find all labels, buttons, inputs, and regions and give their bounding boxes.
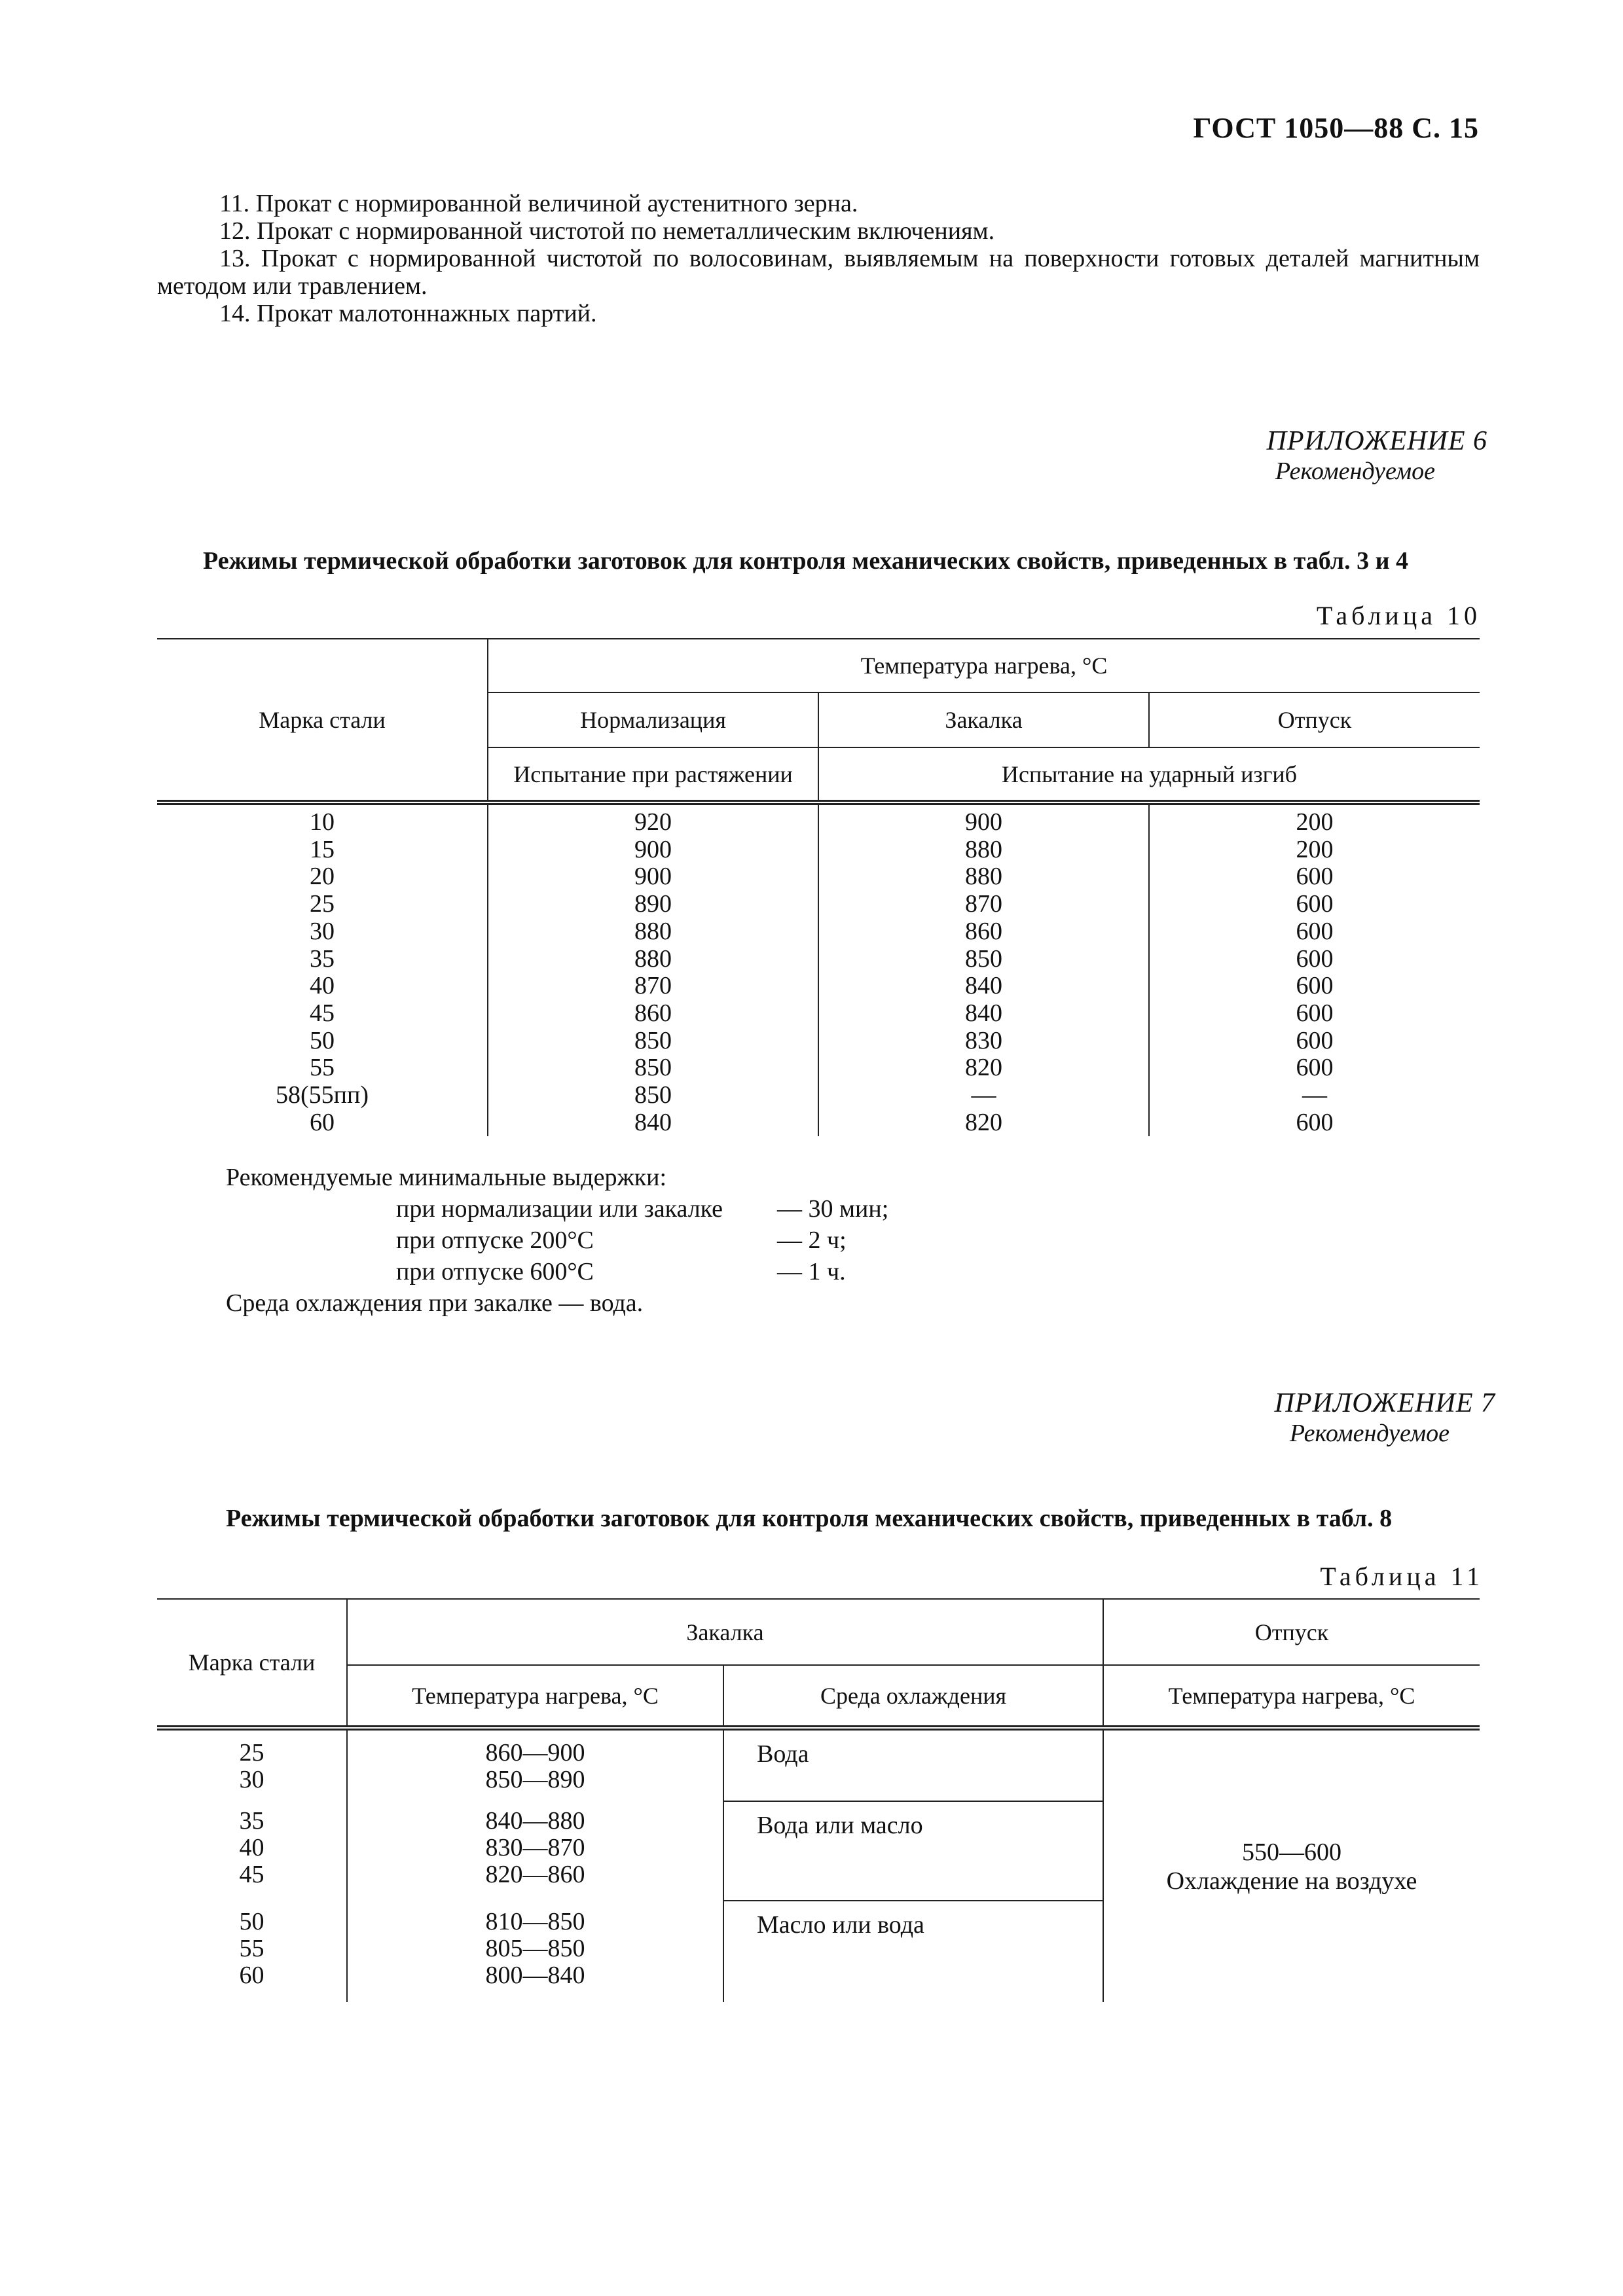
header-cooling-medium: Среда охлаждения — [723, 1665, 1103, 1728]
header-temper: Отпуск — [1149, 692, 1480, 747]
table-11-caption: Режимы термической обработки заготовок для контроля механических свойств, приведенных в табл. 8 — [226, 1505, 1393, 1532]
temper-column: 200 200 600 600 600 600 600 600 600 600 — 600 — [1149, 802, 1480, 1136]
temper-note: Охлаждение на воздухе — [1166, 1867, 1417, 1895]
appendix-7-title: ПРИЛОЖЕНИЕ 7 — [1274, 1388, 1495, 1418]
list-item: 11. Прокат с нормированной величиной аустенитного зерна. — [219, 190, 858, 217]
grades-group-2: 35 40 45 — [239, 1807, 264, 1888]
temps-group-1: 860—900 850—890 — [347, 1728, 723, 1801]
list-item: 12. Прокат с нормированной чистотой по неметаллическим включениям. — [219, 217, 995, 245]
temps-group-2: 840—880 830—870 820—860 — [347, 1801, 723, 1901]
grades-column: 10 15 20 25 30 35 40 45 50 55 58(55пп) 60 — [276, 808, 369, 1136]
grades-group-1: 25 30 — [239, 1739, 264, 1793]
temper-value: 550—600 — [1242, 1838, 1341, 1866]
header-quench: Закалка — [347, 1599, 1103, 1665]
table-10 — [157, 638, 1480, 1136]
table-11 — [157, 1598, 1480, 2002]
note-row — [226, 1256, 888, 1287]
appendix-6-subtitle: Рекомендуемое — [1275, 457, 1435, 485]
note-row — [226, 1225, 888, 1256]
note-value: — 1 ч. — [777, 1258, 846, 1285]
cooling-group-3: Масло или вода — [723, 1901, 1103, 2002]
table-10-caption: Режимы термической обработки заготовок для контроля механических свойств, приведенных в табл. 3 и 4 — [203, 547, 1408, 575]
cooling-group-2: Вода или масло — [723, 1801, 1103, 1901]
normalization-column: 920 900 900 890 880 880 870 860 850 850 850 840 — [488, 802, 818, 1136]
header-temper: Отпуск — [1103, 1599, 1480, 1665]
item-list — [157, 190, 1480, 327]
notes-title: Рекомендуемые минимальные выдержки: — [226, 1164, 667, 1191]
note-label: при нормализации или закалке — [396, 1195, 723, 1223]
header-temper-temp: Температура нагрева, °С — [1103, 1665, 1480, 1728]
note-value: — 30 мин; — [777, 1195, 889, 1223]
note-row — [226, 1193, 888, 1225]
note-label: при отпуске 200°С — [396, 1227, 594, 1254]
header-temperature: Температура нагрева, °С — [488, 639, 1480, 692]
list-item: 14. Прокат малотоннажных партий. — [219, 300, 597, 327]
header-quench-temp: Температура нагрева, °С — [347, 1665, 723, 1728]
appendix-7-heading — [1275, 1388, 1495, 1448]
temps-group-3: 810—850 805—850 800—840 — [347, 1901, 723, 2002]
header-grade: Марка стали — [157, 639, 488, 802]
cooling-group-1: Вода — [723, 1728, 1103, 1801]
header-tensile-test: Испытание при растяжении — [488, 747, 818, 802]
table-10-label: Таблица 10 — [1316, 601, 1481, 630]
appendix-6-title: ПРИЛОЖЕНИЕ 6 — [1266, 426, 1487, 456]
page-header: ГОСТ 1050—88 С. 15 — [1193, 112, 1479, 144]
header-normalization: Нормализация — [488, 692, 818, 747]
header-quench: Закалка — [818, 692, 1149, 747]
holding-notes — [226, 1162, 888, 1319]
note-label: при отпуске 600°С — [396, 1258, 594, 1285]
header-grade: Марка стали — [157, 1599, 347, 1728]
header-impact-test: Испытание на ударный изгиб — [818, 747, 1480, 802]
grades-group-3: 50 55 60 — [239, 1908, 264, 1989]
table-11-label: Таблица 11 — [1320, 1562, 1484, 1591]
appendix-6-heading — [1267, 425, 1487, 486]
list-item: 13. Прокат с нормированной чистотой по волосовинам, выявляемым на поверхности готовых деталей магнитным методом или травлением. — [157, 245, 1480, 300]
temper-cell — [1103, 1728, 1480, 2002]
quench-column: 900 880 880 870 860 850 840 840 830 820 — 820 — [818, 802, 1149, 1136]
note-value: — 2 ч; — [777, 1227, 847, 1254]
cooling-note: Среда охлаждения при закалке — вода. — [226, 1289, 644, 1317]
appendix-7-subtitle: Рекомендуемое — [1289, 1420, 1450, 1447]
